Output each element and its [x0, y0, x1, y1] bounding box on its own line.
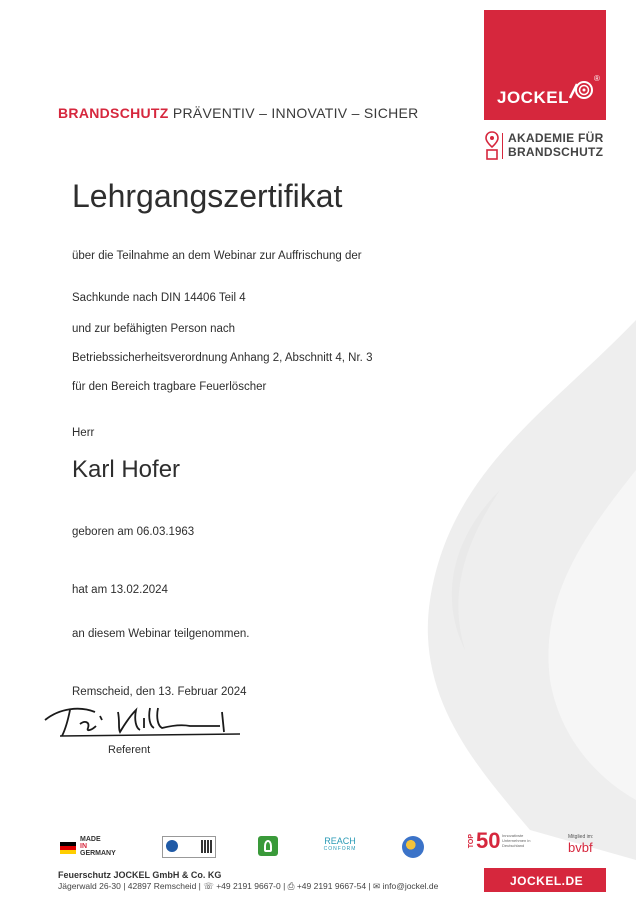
top50-text: Innovativste Unternehmen in Deutschland — [502, 833, 531, 848]
certification-badge — [162, 836, 216, 858]
flame-watermark — [300, 300, 636, 860]
academy-line-1: AKADEMIE FÜR — [508, 131, 604, 145]
slogan — [58, 105, 419, 121]
participant-name: Karl Hofer — [72, 456, 181, 483]
slogan-brand: BRANDSCHUTZ — [58, 105, 169, 121]
course-line-4: für den Bereich tragbare Feuerlöscher — [72, 381, 267, 393]
salutation: Herr — [72, 427, 95, 439]
intro-text: über die Teilnahme an dem Webinar zur Auffrischung der — [72, 250, 362, 262]
reach-conform-badge — [320, 836, 360, 858]
registered-mark: ® — [594, 74, 600, 83]
attendance-date: hat am 13.02.2024 — [72, 584, 168, 596]
member-label: Mitglied im: — [568, 834, 594, 840]
logo-wordmark: JOCKEL — [497, 88, 569, 107]
made-in-line-1: MADE — [80, 836, 101, 843]
website-url[interactable]: JOCKEL.DE — [510, 874, 584, 888]
made-in-line-3: GERMANY — [80, 850, 116, 857]
academy-line-2: BRANDSCHUTZ — [508, 145, 604, 159]
top50-badge — [468, 830, 544, 862]
attendance-closing: an diesem Webinar teilgenommen. — [72, 628, 250, 640]
reach-label: REACH — [324, 836, 356, 846]
spiral-icon — [566, 78, 594, 102]
environment-icon — [258, 836, 278, 856]
made-in-line-2: IN — [80, 843, 87, 850]
slogan-text: PRÄVENTIV – INNOVATIV – SICHER — [172, 105, 419, 121]
top50-top-label: TOP — [468, 834, 475, 849]
location-pin-icon — [484, 131, 500, 161]
company-name: Feuerschutz JOCKEL GmbH & Co. KG — [58, 870, 222, 880]
made-in-germany-badge — [60, 836, 124, 862]
birth-date: geboren am 06.03.1963 — [72, 526, 195, 538]
place-and-date: Remscheid, den 13. Februar 2024 — [72, 686, 247, 698]
top50-number: 50 — [476, 828, 501, 853]
course-line-1: Sachkunde nach DIN 14406 Teil 4 — [72, 292, 246, 304]
company-address: Jägerwald 26-30 | 42897 Remscheid | ☏ +49 2191 9667-0 | ⎙ +49 2191 9667-54 | ✉ info@jockel.de — [58, 881, 439, 891]
signature — [40, 698, 240, 744]
course-line-2: und zur befähigten Person nach — [72, 323, 236, 335]
footer-badges — [60, 830, 620, 864]
bvbf-membership — [568, 834, 614, 862]
academy-label — [508, 131, 604, 159]
course-line-3: Betriebssicherheitsverordnung Anhang 2, Abschnitt 4, Nr. 3 — [72, 352, 373, 364]
globe-icon — [402, 836, 424, 858]
bvbf-logo-text: bvbf — [568, 840, 593, 855]
signer-role: Referent — [108, 744, 151, 756]
academy-divider — [502, 133, 503, 159]
reach-conform-label: CONFORM — [323, 846, 357, 852]
certificate-title: Lehrgangszertifikat — [72, 178, 343, 214]
